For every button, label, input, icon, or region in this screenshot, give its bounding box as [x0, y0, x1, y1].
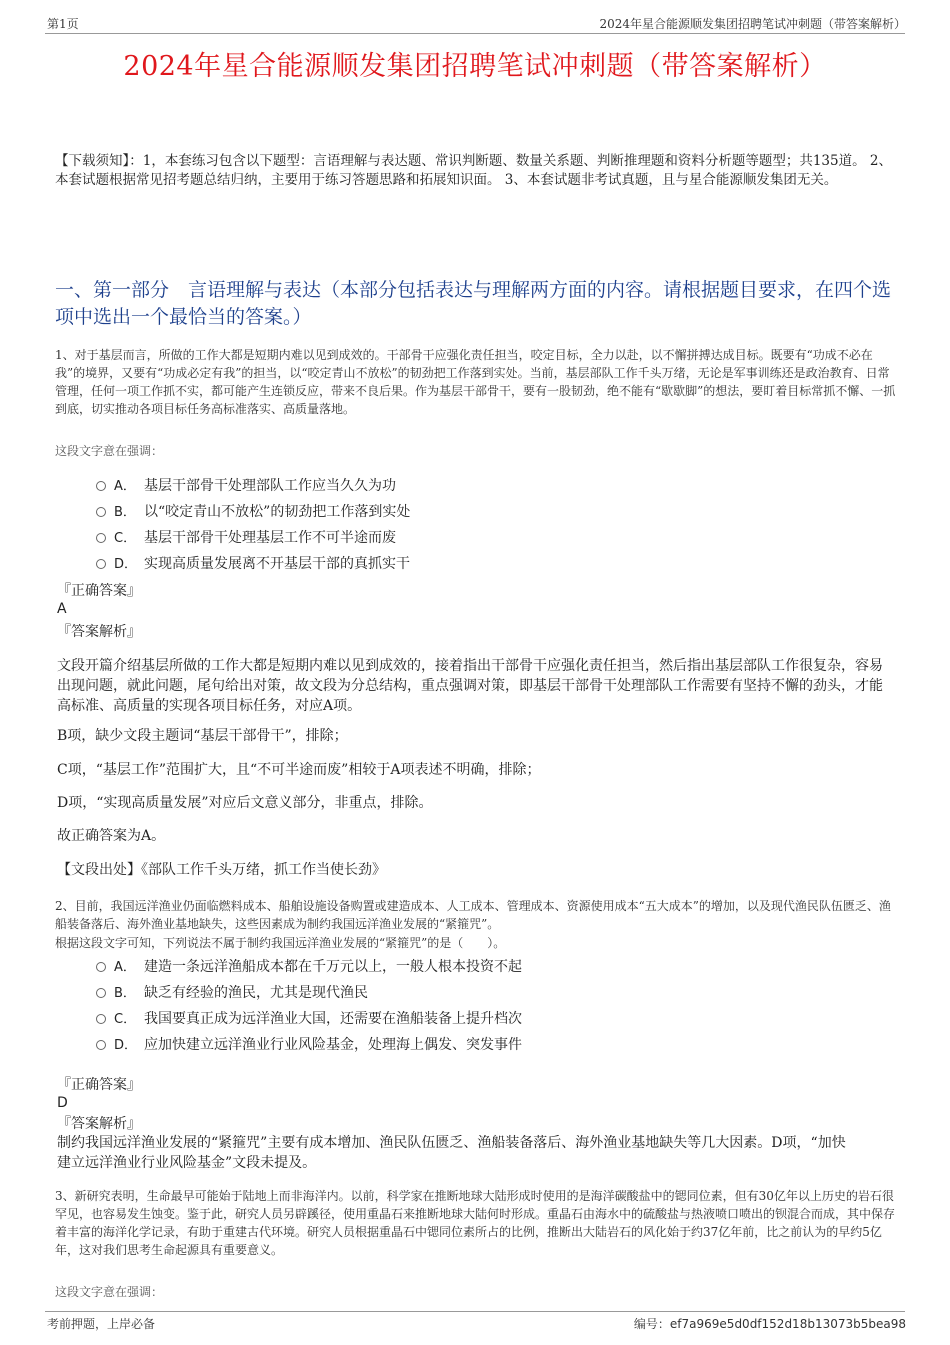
radio-icon[interactable] — [96, 962, 106, 972]
question-2-option-a[interactable]: A． 建造一条远洋渔船成本都在千万元以上，一般人根本投资不起 — [96, 957, 522, 978]
question-1-analysis-c: C项，“基层工作”范围扩大，且“不可半途而废”相较于A项表述不明确，排除； — [57, 762, 541, 778]
footer-code-label: 编号： — [633, 1317, 670, 1331]
header-divider — [45, 33, 905, 34]
question-2-answer-label: 『正确答案』 — [57, 1077, 141, 1093]
question-1-analysis-d: D项，“实现高质量发展”对应后文意义部分，非重点，排除。 — [57, 795, 433, 811]
question-2-option-c[interactable]: C． 我国要真正成为远洋渔业大国，还需要在渔船装备上提升档次 — [96, 1009, 522, 1030]
download-notice: 【下载须知】：1，本套练习包含以下题型：言语理解与表达题、常识判断题、数量关系题、判断推理题和资料分析题等题型；共135道。 2、本套试题根据常见招考题总结归纳，主要用于练习答题思路和拓展知识面。 3、本套试题非考试真题，且与星合能源顺发集团无关。 — [55, 153, 892, 188]
question-1-option-a[interactable]: A． 基层干部骨干处理部队工作应当久久为功 — [96, 476, 396, 497]
question-1-option-c[interactable]: C． 基层干部骨干处理基层工作不可半途而废 — [96, 528, 396, 549]
footer-code-value: ef7a969e5d0df152d18b13073b5bea98 — [669, 1317, 906, 1331]
question-1-answer: A — [57, 601, 67, 617]
question-2-option-d[interactable]: D． 应加快建立远洋渔业行业风险基金，处理海上偶发、突发事件 — [96, 1035, 522, 1056]
question-3-stem: 3、新研究表明，生命最早可能始于陆地上而非海洋内。以前，科学家在推断地球大陆形成时使用的是海洋碳酸盐中的锶同位素，但有30亿年以上历史的岩石很罕见，也容易发生蚀变。鉴于此，研究人员另辟蹊径，使用重晶石来推断地球大陆何时形成。重晶石由海水中的硫酸盐与热液喷口喷出的钡混合而成，其中保存着丰富的海洋化学记录，有助于重建古代环境。研究人员根据重晶石中锶同位素所占的比例，推断出大陆岩石的风化始于约37亿年前，比之前认为的早约5亿年，这对我们思考生命起源具有重要意义。 — [55, 1189, 896, 1257]
radio-icon[interactable] — [96, 988, 106, 998]
header-doc-title: 2024年星合能源顺发集团招聘笔试冲刺题（带答案解析） — [599, 17, 906, 31]
question-1-stem: 1、对于基层而言，所做的工作大都是短期内难以见到成效的。干部骨干应强化责任担当，咬定目标，全力以赴，以不懈拼搏达成目标。既要有“功成不必在我”的境界，又要有“功成必定有我”的担当，以“咬定青山不放松”的韧劲把工作落到实处。当前，基层部队工作千头万绪，无论是军事训练还是政治教育、日常管理，任何一项工作抓不实，都可能产生连锁反应，带来不良后果。作为基层干部骨干，要有一股韧劲，绝不能有“歇歇脚”的想法，要盯着目标常抓不懈、一抓到底，切实推动各项目标任务高标准落实、高质量落地。 — [55, 348, 896, 416]
question-2-stem: 2、目前，我国远洋渔业仍面临燃料成本、船舶设施设备购置或建造成本、人工成本、管理成本、资源使用成本“五大成本”的增加，以及现代渔民队伍匮乏、渔船装备落后、海外渔业基地缺失，这些因素成为制约我国远洋渔业发展的“紧箍咒”。 — [55, 899, 891, 931]
page-title: 2024年星合能源顺发集团招聘笔试冲刺题（带答案解析） — [123, 51, 827, 82]
question-2-question: 根据这段文字可知，下列说法不属于制约我国远洋渔业发展的“紧箍咒”的是（ ）。 — [55, 936, 506, 950]
question-1-option-d[interactable]: D． 实现高质量发展离不开基层干部的真抓实干 — [96, 554, 410, 575]
question-1-prompt: 这段文字意在强调： — [55, 444, 164, 458]
question-1-answer-label: 『正确答案』 — [57, 583, 141, 599]
radio-icon[interactable] — [96, 559, 106, 569]
question-1-option-b[interactable]: B． 以“咬定青山不放松”的韧劲把工作落到实处 — [96, 502, 410, 523]
question-1-analysis-b: B项，缺少文段主题词“基层干部骨干”，排除； — [57, 728, 348, 744]
question-1-source: 【文段出处】《部队工作千头万绪，抓工作当使长劲》 — [57, 862, 386, 878]
page-number: 第1页 — [47, 17, 79, 31]
radio-icon[interactable] — [96, 481, 106, 491]
question-3-prompt: 这段文字意在强调： — [55, 1285, 164, 1299]
question-1-analysis-main: 文段开篇介绍基层所做的工作大都是短期内难以见到成效的，接着指出干部骨干应强化责任担当，然后指出基层部队工作很复杂，容易出现问题，就此问题，尾句给出对策，故文段为分总结构，重点强调对策，即基层干部骨干处理部队工作需要有坚持不懈的劲头，才能高标准、高质量的实现各项目标任务，对应A项。 — [57, 658, 883, 714]
radio-icon[interactable] — [96, 533, 106, 543]
question-2-answer: D — [57, 1095, 68, 1111]
radio-icon[interactable] — [96, 507, 106, 517]
question-2-option-b[interactable]: B． 缺乏有经验的渔民，尤其是现代渔民 — [96, 983, 368, 1004]
question-1-conclusion: 故正确答案为A。 — [57, 828, 166, 844]
footer-code — [634, 1315, 906, 1332]
radio-icon[interactable] — [96, 1040, 106, 1050]
footer-slogan: 考前押题，上岸必备 — [47, 1317, 156, 1331]
question-1-analysis-label: 『答案解析』 — [57, 624, 141, 640]
radio-icon[interactable] — [96, 1014, 106, 1024]
footer-divider — [45, 1311, 905, 1312]
section-heading: 一、第一部分 言语理解与表达（本部分包括表达与理解两方面的内容。请根据题目要求，在四个选项中选出一个最恰当的答案。） — [55, 279, 892, 328]
question-2-analysis: 制约我国远洋渔业发展的“紧箍咒”主要有成本增加、渔民队伍匮乏、渔船装备落后、海外渔业基地缺失等几大因素。D项，“加快建立远洋渔业行业风险基金”文段未提及。 — [57, 1135, 846, 1171]
question-2-analysis-label: 『答案解析』 — [57, 1116, 141, 1132]
